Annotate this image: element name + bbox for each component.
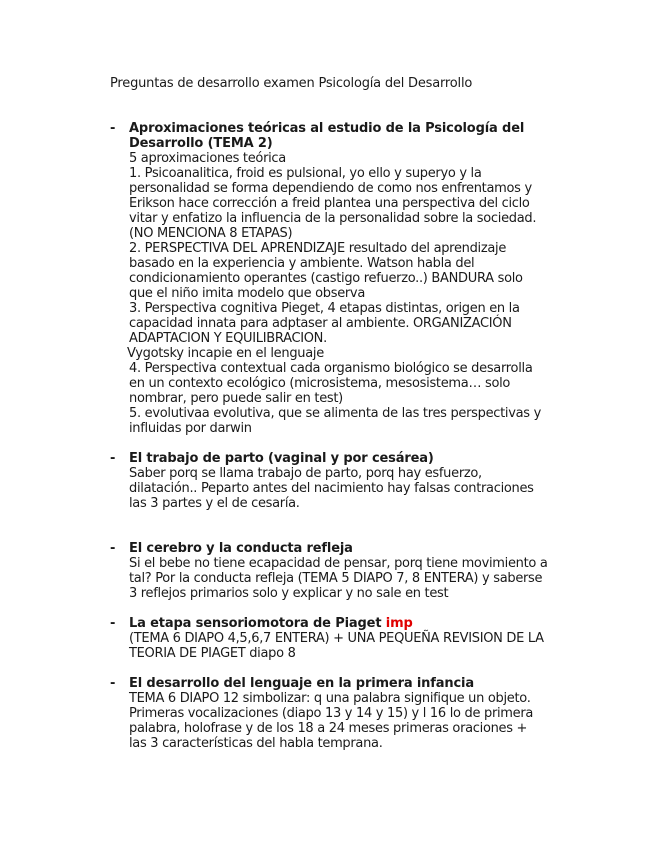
body-line: palabra, holofrase y de los 18 a 24 meses primeras oraciones + [129,721,528,736]
section-heading [129,121,573,151]
section-body [129,556,573,601]
body-line: basado en la experiencia y ambiente. Watson habla del [129,256,475,271]
body-line: vitar y enfatizo la influencia de la personalidad sobre la sociedad. [129,211,537,226]
body-line: nombrar, pero puede salir en test) [129,391,343,406]
section-heading [129,676,573,691]
importance-marker: imp [385,616,413,631]
heading-text: La etapa sensoriomotora de Piaget [129,616,386,631]
body-line: 5. evolutivaa evolutiva, que se alimenta de las tres perspectivas y [129,406,541,421]
section-content [129,541,573,601]
section-content [129,121,573,436]
body-line: personalidad se forma dependiendo de como nos enfrentamos y [129,181,532,196]
body-line: 1. Psicoanalitica, froid es pulsional, yo ello y superyo y la [129,166,482,181]
body-line: 2. PERSPECTIVA DEL APRENDIZAJE resultado del aprendizaje [129,241,507,256]
heading-line: El cerebro y la conducta refleja [129,541,353,556]
heading-line: El trabajo de parto (vaginal y por cesárea) [129,451,434,466]
body-line: las 3 características del habla temprana. [129,736,383,751]
section-body [129,691,573,751]
body-line: TEORIA DE PIAGET diapo 8 [129,646,296,661]
body-line: TEMA 6 DIAPO 12 simbolizar: q una palabra signifique un objeto. [129,691,531,706]
body-line: 5 aproximaciones teórica [129,151,286,166]
body-line: que el niño imita modelo que observa [129,286,365,301]
bullet-dash: - [110,121,116,136]
bullet-dash: - [110,616,116,631]
body-line: en un contexto ecológico (microsistema, mesosistema… solo [129,376,511,391]
section-content [129,451,573,511]
section-heading [129,541,573,556]
section-content [129,616,573,661]
body-line: capacidad innata para adptaser al ambiente. ORGANIZACIÓN [129,316,512,331]
body-line: (TEMA 6 DIAPO 4,5,6,7 ENTERA) + UNA PEQUEÑA REVISION DE LA [129,631,544,646]
body-line: influidas por darwin [129,421,252,436]
body-line: tal? Por la conducta refleja (TEMA 5 DIAPO 7, 8 ENTERA) y saberse [129,571,543,586]
body-line: 3. Perspectiva cognitiva Pieget, 4 etapas distintas, origen en la [129,301,520,316]
body-line: Vygotsky incapie en el lenguaje [127,346,324,361]
body-line: Si el bebe no tiene ecapacidad de pensar, porq tiene movimiento a [129,556,548,571]
body-line: Erikson hace corrección a freid plantea una perspectiva del ciclo [129,196,530,211]
body-line: (NO MENCIONA 8 ETAPAS) [129,226,293,241]
body-line: condicionamiento operantes (castigo refuerzo..) BANDURA solo [129,271,523,286]
bullet-dash: - [110,676,116,691]
bullet-dash: - [110,541,116,556]
heading-line: Desarrollo (TEMA 2) [129,136,273,151]
section-body [129,151,573,436]
section-body [129,466,573,511]
body-line: Primeras vocalizaciones (diapo 13 y 14 y 15) y l 16 lo de primera [129,706,534,721]
heading-line: El desarrollo del lenguaje en la primera infancia [129,676,474,691]
bullet-dash: - [110,451,116,466]
section-heading [129,616,573,631]
body-line: 3 reflejos primarios solo y explicar y no sale en test [129,586,449,601]
body-line: dilatación.. Peparto antes del nacimiento hay falsas contraciones [129,481,534,496]
body-line: las 3 partes y el de cesaría. [129,496,300,511]
heading-line: Aproximaciones teóricas al estudio de la Psicología del [129,121,525,136]
section-heading [129,451,573,466]
section-body [129,631,573,661]
body-line: Saber porq se llama trabajo de parto, porq hay esfuerzo, [129,466,482,481]
section-content [129,676,573,751]
document-title: Preguntas de desarrollo examen Psicología del Desarrollo [110,76,473,91]
body-line: ADAPTACION Y EQUILIBRACION. [129,331,327,346]
body-line: 4. Perspectiva contextual cada organismo biológico se desarrolla [129,361,533,376]
